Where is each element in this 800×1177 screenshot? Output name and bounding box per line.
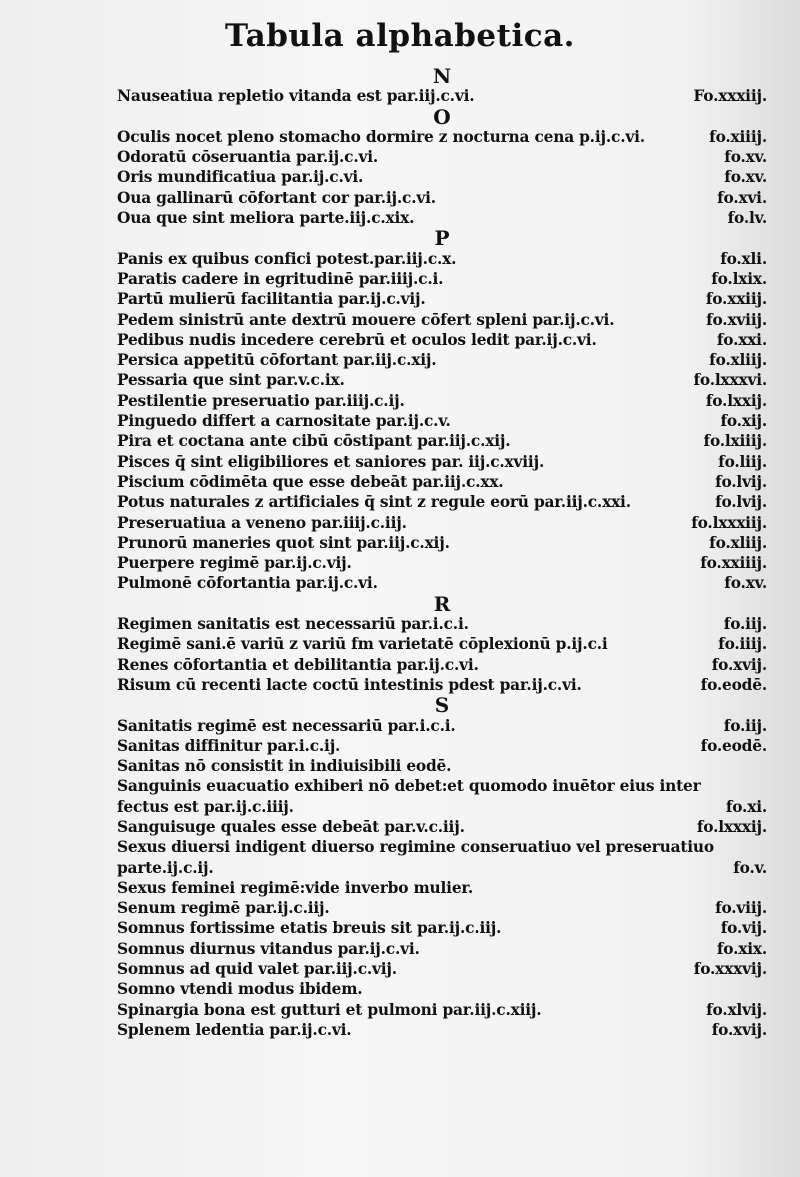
entry-text: Splenem ledentia par.ij.c.vi. — [117, 1020, 352, 1039]
entry-text: Somno vtendi modus ibidem. — [117, 980, 363, 999]
folio-reference: fo.xxi. — [716, 330, 767, 349]
index-entry — [117, 756, 767, 776]
index-entry — [117, 249, 767, 269]
index-entry — [117, 655, 767, 675]
section-letter: N — [432, 64, 452, 88]
entry-text: Prunorū maneries quot sint par.iij.c.xij. — [117, 533, 450, 552]
entry-text: Sanitatis regimē est necessariū par.i.c.i. — [117, 716, 456, 735]
index-entry — [117, 573, 767, 593]
entry-text: Pestilentie preseruatio par.iiij.c.ij. — [117, 391, 405, 410]
folio-reference: fo.xv. — [724, 168, 767, 187]
folio-reference: fo.liij. — [718, 452, 767, 471]
folio-reference: fo.iij. — [723, 615, 767, 634]
entry-text: Risum cū recenti lacte coctū intestinis pdest par.ij.c.vi. — [117, 675, 582, 694]
index-entry — [117, 391, 767, 411]
entry-text: Sanguinis euacuatio exhiberi nō debet:et quomodo inuētor eius inter — [117, 777, 701, 796]
folio-reference: fo.vij. — [720, 919, 767, 938]
folio-reference: fo.xxxvij. — [693, 960, 767, 979]
entry-text: Nauseatiua repletio vitanda est par.iij.c.vi. — [117, 87, 475, 106]
folio-reference: fo.lxxxvi. — [693, 371, 767, 390]
index-entry — [117, 492, 767, 512]
entry-text: Oris mundificatiua par.ij.c.vi. — [117, 168, 364, 187]
entry-text: Somnus fortissime etatis breuis sit par.ij.c.iij. — [117, 919, 502, 938]
page-title: Tabula alphabetica. — [225, 18, 575, 54]
index-entry — [117, 817, 767, 837]
index-entry — [117, 939, 767, 959]
folio-reference: fo.iiij. — [718, 635, 767, 654]
index-entry — [117, 979, 767, 999]
folio-reference: fo.iij. — [723, 716, 767, 735]
entry-text: Sanguisuge quales esse debeāt par.v.c.iij. — [117, 817, 465, 836]
index-entry — [117, 330, 767, 350]
entry-text: Pessaria que sint par.v.c.ix. — [117, 371, 345, 390]
entry-text: Oculis nocet pleno stomacho dormire z nocturna cena p.ij.c.vi. — [117, 127, 645, 146]
index-entry — [117, 553, 767, 573]
entry-text: Panis ex quibus confici potest.par.iij.c.x. — [117, 249, 457, 268]
entry-text: Senum regimē par.ij.c.iij. — [117, 899, 330, 918]
folio-reference: fo.xxiij. — [705, 290, 767, 309]
folio-reference: fo.xv. — [724, 574, 767, 593]
folio-reference: fo.xij. — [720, 412, 767, 431]
folio-reference: fo.lxxxiij. — [691, 513, 767, 532]
entry-text: Pedibus nudis incedere cerebrū et oculos ledit par.ij.c.vi. — [117, 330, 597, 349]
index-entry — [117, 918, 767, 938]
entry-text: Paratis cadere in egritudinē par.iiij.c.i. — [117, 269, 444, 288]
folio-reference: fo.lv. — [727, 209, 767, 228]
index-entry — [117, 858, 767, 878]
index-entry — [117, 878, 767, 898]
entry-text: fectus est par.ij.c.iiij. — [117, 797, 294, 816]
folio-reference: fo.lvij. — [715, 493, 767, 512]
index-entry — [117, 208, 767, 228]
section-letter: P — [434, 226, 450, 251]
entry-text: Renes cōfortantia et debilitantia par.ij.c.vi. — [117, 655, 479, 674]
index-entry — [117, 716, 767, 736]
entry-text: Regimen sanitatis est necessariū par.i.c.i. — [117, 615, 469, 634]
folio-reference: fo.xxiiij. — [700, 554, 767, 573]
index-entry — [117, 411, 767, 431]
folio-reference: fo.lxix. — [711, 269, 767, 288]
section-letter: R — [433, 591, 451, 616]
index-entry — [117, 797, 767, 817]
entry-text: Somnus diurnus vitandus par.ij.c.vi. — [117, 939, 420, 958]
entry-text: Partū mulierū facilitantia par.ij.c.vij. — [117, 290, 426, 309]
index-entry — [117, 310, 767, 330]
index-entry — [117, 472, 767, 492]
index-entry — [117, 675, 767, 695]
index-entry — [117, 86, 767, 106]
index-entry — [117, 289, 767, 309]
index-entry — [117, 959, 767, 979]
folio-reference: Fo.xxxiij. — [693, 87, 767, 106]
entry-text: Pisces q̄ sint eligibiliores et saniores par. iij.c.xviij. — [117, 452, 545, 471]
folio-reference: fo.v. — [733, 858, 767, 877]
index-entry — [117, 269, 767, 289]
folio-reference: fo.xvij. — [711, 1020, 767, 1039]
entry-text: Pinguedo differt a carnositate par.ij.c.v. — [117, 412, 451, 431]
index-entry — [117, 898, 767, 918]
folio-reference: fo.xliij. — [709, 351, 767, 370]
folio-reference: fo.xvij. — [711, 655, 767, 674]
folio-reference: fo.lvij. — [715, 472, 767, 491]
folio-reference: fo.xvi. — [717, 188, 767, 207]
folio-reference: fo.xviij. — [706, 310, 767, 329]
index-entry — [117, 350, 767, 370]
entry-text: Odoratū cōseruantia par.ij.c.vi. — [117, 148, 379, 167]
index-entry — [117, 736, 767, 756]
entry-text: Oua que sint meliora parte.iij.c.xix. — [117, 209, 415, 228]
entry-text: Potus naturales z artificiales q̄ sint z regule eorū par.iij.c.xxi. — [117, 493, 631, 512]
section-letter: O — [433, 104, 451, 129]
folio-reference: fo.eodē. — [700, 736, 767, 755]
entry-text: Piscium cōdimēta que esse debeāt par.iij.c.xx. — [117, 472, 504, 491]
entry-text: Regimē sani.ē variū z variū fm varietatē cōplexionū p.ij.c.i — [117, 635, 608, 654]
index-entry — [117, 1000, 767, 1020]
folio-reference: fo.lxiiij. — [703, 432, 767, 451]
folio-reference: fo.xv. — [724, 148, 767, 167]
index-entry — [117, 837, 767, 857]
section-letter: S — [434, 693, 450, 718]
index-entry — [117, 513, 767, 533]
folio-reference: fo.xli. — [720, 249, 767, 268]
index-entry — [117, 452, 767, 472]
folio-reference: fo.xlvij. — [706, 1000, 767, 1019]
entry-text: Pira et coctana ante cibū cōstipant par.iij.c.xij. — [117, 432, 511, 451]
folio-reference: fo.xiiij. — [709, 127, 767, 146]
index-entry — [117, 127, 767, 147]
entry-text: Pedem sinistrū ante dextrū mouere cōfert spleni par.ij.c.vi. — [117, 310, 615, 329]
folio-reference: fo.xi. — [725, 797, 767, 816]
index-entry — [117, 370, 767, 390]
index-entry — [117, 634, 767, 654]
entry-text: Sanitas diffinitur par.i.c.ij. — [117, 736, 341, 755]
entry-text: Persica appetitū cōfortant par.iij.c.xij. — [117, 351, 437, 370]
index-entry — [117, 533, 767, 553]
index-entry — [117, 167, 767, 187]
index-entry — [117, 614, 767, 634]
folio-reference: fo.xix. — [716, 939, 767, 958]
index-entries — [117, 66, 767, 1040]
entry-text: Sexus diuersi indigent diuerso regimine conseruatiuo vel preseruatiuo — [117, 838, 714, 857]
index-entry — [117, 188, 767, 208]
index-entry — [117, 147, 767, 167]
entry-text: Pulmonē cōfortantia par.ij.c.vi. — [117, 574, 378, 593]
index-entry — [117, 1020, 767, 1040]
folio-reference: fo.xliij. — [709, 533, 767, 552]
folio-reference: fo.eodē. — [700, 675, 767, 694]
folio-reference: fo.lxxxij. — [696, 817, 767, 836]
entry-text: parte.ij.c.ij. — [117, 858, 214, 877]
entry-text: Sanitas nō consistit in indiuisibili eodē. — [117, 757, 452, 776]
index-entry — [117, 776, 767, 796]
folio-reference: fo.viij. — [715, 899, 767, 918]
folio-reference: fo.lxxij. — [705, 391, 767, 410]
entry-text: Sexus feminei regimē:vide inverbo mulier. — [117, 878, 474, 897]
entry-text: Puerpere regimē par.ij.c.vij. — [117, 554, 352, 573]
entry-text: Oua gallinarū cōfortant cor par.ij.c.vi. — [117, 188, 436, 207]
entry-text: Preseruatiua a veneno par.iiij.c.iij. — [117, 513, 407, 532]
index-entry — [117, 431, 767, 451]
entry-text: Somnus ad quid valet par.iij.c.vij. — [117, 960, 397, 979]
entry-text: Spinargia bona est gutturi et pulmoni par.iij.c.xiij. — [117, 1000, 542, 1019]
